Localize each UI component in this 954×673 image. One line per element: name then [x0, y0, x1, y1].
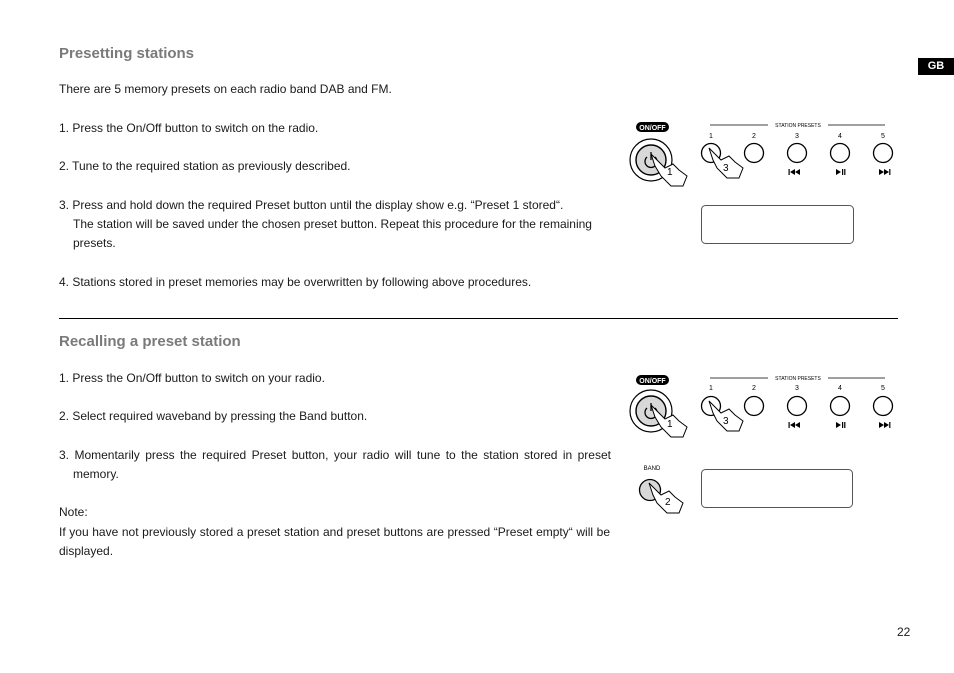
note-label: Note:	[59, 505, 88, 519]
section-divider	[59, 318, 898, 319]
display-screen	[702, 470, 853, 508]
callout-preset: 3	[723, 163, 729, 174]
preset-number-2: 2	[752, 385, 756, 392]
preset-number-5: 5	[881, 385, 885, 392]
preset-button-5	[874, 397, 893, 416]
onoff-label: ON/OFF	[639, 125, 666, 132]
preset-button-4	[831, 397, 850, 416]
recalling-step-2: 2. Select required waveband by pressing the Band button.	[59, 409, 368, 423]
preset-number-1: 1	[709, 385, 713, 392]
language-badge: GB	[918, 58, 954, 75]
callout-band: 2	[665, 497, 671, 508]
preset-diagram-recall	[625, 371, 905, 521]
callout-preset: 3	[723, 416, 729, 427]
section-heading-recalling: Recalling a preset station	[59, 333, 241, 350]
recalling-step-3	[59, 446, 611, 484]
preset-number-5: 5	[881, 133, 885, 140]
display-screen	[702, 206, 854, 244]
preset-button-3	[788, 144, 807, 163]
preset-diagram-store	[625, 118, 905, 248]
presets-label: STATION PRESETS	[775, 376, 821, 382]
next-icon	[879, 422, 890, 428]
recalling-step-3-text: 3. Momentarily press the required Preset button, your radio will tune to the station stored in preset memory.	[59, 448, 611, 481]
presets-label: STATION PRESETS	[775, 123, 821, 129]
preset-button-4	[831, 144, 850, 163]
preset-number-1: 1	[709, 133, 713, 140]
band-label: BAND	[643, 466, 661, 472]
presetting-step-4: 4. Stations stored in preset memories may be overwritten by following above procedures.	[59, 275, 532, 289]
page-number: 22	[897, 625, 911, 639]
preset-number-4: 4	[838, 385, 842, 392]
preset-number-3: 3	[795, 385, 799, 392]
preset-button-5	[874, 144, 893, 163]
preset-number-4: 4	[838, 133, 842, 140]
play-pause-icon	[836, 169, 845, 175]
preset-button-2	[745, 144, 764, 163]
prev-icon	[789, 422, 801, 428]
presetting-step-3-detail: The station will be saved under the chosen preset button. Repeat this procedure for the remaining presets.	[73, 217, 592, 250]
presetting-step-1: 1. Press the On/Off button to switch on the radio.	[59, 121, 319, 135]
preset-button-3	[788, 397, 807, 416]
preset-number-3: 3	[795, 133, 799, 140]
play-pause-icon	[836, 422, 845, 428]
callout-onoff: 1	[667, 167, 673, 178]
presetting-intro: There are 5 memory presets on each radio band DAB and FM.	[59, 82, 392, 96]
presetting-step-2: 2. Tune to the required station as previously described.	[59, 159, 351, 173]
preset-button-2	[745, 397, 764, 416]
onoff-label: ON/OFF	[639, 378, 666, 385]
presetting-step-3: 3. Press and hold down the required Preset button until the display show e.g. “Preset 1 stored“.	[59, 198, 564, 212]
next-icon	[879, 169, 890, 175]
section-heading-presetting: Presetting stations	[59, 45, 195, 62]
callout-onoff: 1	[667, 419, 673, 430]
prev-icon	[789, 169, 801, 175]
note-text: If you have not previously stored a preset station and preset buttons are pressed “Preset empty“ will be displayed.	[59, 525, 610, 558]
preset-number-2: 2	[752, 133, 756, 140]
recalling-step-1: 1. Press the On/Off button to switch on your radio.	[59, 371, 325, 385]
